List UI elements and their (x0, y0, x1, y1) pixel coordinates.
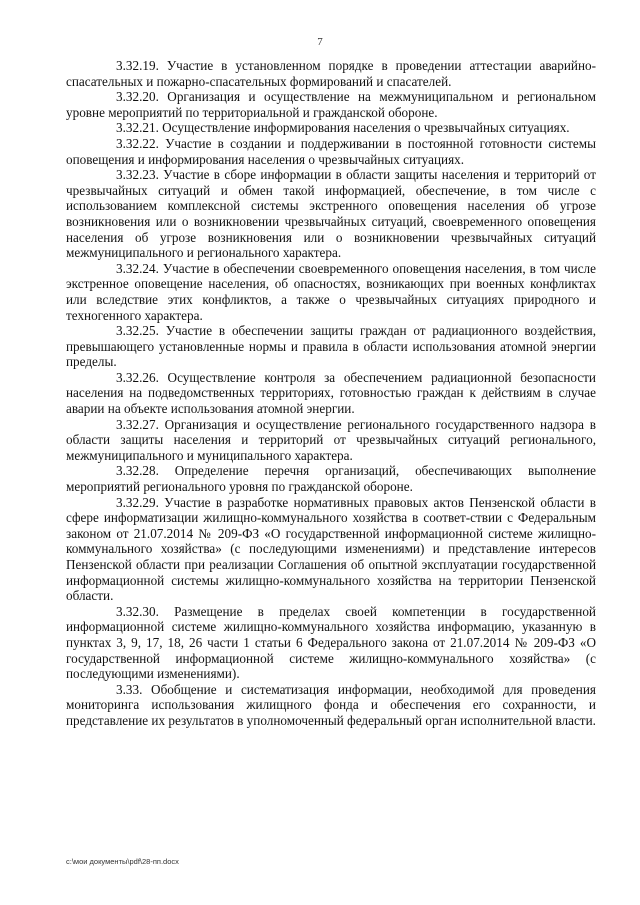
paragraph-3-32-26: 3.32.26. Осуществление контроля за обеспечением радиационной безопасности населения на подведомственных территориях, готовностью граждан к действиям в случае аварии на объекте использования атомной энергии. (66, 369, 596, 417)
paragraph-3-32-22: 3.32.22. Участие в создании и поддерживании в постоянной готовности системы оповещения и информирования населения о чрезвычайных ситуациях. (66, 135, 596, 167)
paragraph-3-32-21: 3.32.21. Осуществление информирования населения о чрезвычайных ситуациях. (116, 120, 570, 136)
paragraph-3-32-30: 3.32.30. Размещение в пределах своей компетенции в государственной информационной системе жилищно-коммунального хозяйства информацию, указанную в пунктах 3, 9, 17, 18, 26 части 1 статьи 6 Федерального закона от 21.07.2014 № 209-ФЗ «О государственной информационной системе жилищно-коммунального хозяйства» (с последующими изменениями). (66, 603, 596, 682)
paragraph-3-32-19: 3.32.19. Участие в установленном порядке в проведении аттестации аварийно-спасательных и пожарно-спасательных формирований и спасателей. (66, 58, 596, 89)
paragraph-3-32-27: 3.32.27. Организация и осуществление регионального государственного надзора в области защиты населения и территорий от чрезвычайных ситуаций регионального, межмуниципального и муниципального характера. (66, 416, 596, 463)
paragraph-3-32-24: 3.32.24. Участие в обеспечении своевременного оповещения населения, в том числе экстренное оповещение населения, об опасностях, возникающих при военных конфликтах или вследствие этих конфликтов, а также о чрезвычайных ситуациях природного и техногенного характера. (66, 260, 596, 323)
paragraph-3-33: 3.33. Обобщение и систематизация информации, необходимой для проведения мониторинга использования жилищного фонда и обеспечения его сохранности, и представление их результатов в уполномоченный федеральный орган исполнительной власти. (66, 681, 596, 728)
paragraph-3-32-20: 3.32.20. Организация и осуществление на межмуниципальном и региональном уровне мероприятий по территориальной и гражданской обороне. (66, 89, 596, 120)
page-number: 7 (317, 36, 323, 48)
paragraph-3-32-25: 3.32.25. Участие в обеспечении защиты граждан от радиационного воздействия, превышающего установленные нормы и правила в области использования атомной энергии пределы. (66, 323, 596, 370)
document-body (66, 58, 596, 729)
paragraph-3-32-23: 3.32.23. Участие в сборе информации в области защиты населения и территорий от чрезвычайных ситуаций и обмен такой информацией, обеспечение, в том числе с использованием комплексной системы экстренного оповещения населения об угрозе возникновения или о возникновении чрезвычайных ситуаций, своевременного оповещения населения об угрозе возникновения или о возникновении чрезвычайных ситуаций межмуниципального и регионального характера. (66, 167, 596, 261)
paragraph-3-32-28: 3.32.28. Определение перечня организаций, обеспечивающих выполнение мероприятий регионального уровня по гражданской обороне. (66, 463, 596, 495)
footer-file-path: c:\мои документы\pdf\28-пп.docx (66, 857, 179, 866)
paragraph-3-32-29: 3.32.29. Участие в разработке нормативных правовых актов Пензенской области в сфере информатизации жилищно-коммунального хозяйства в соответ-ствии с Федеральным законом от 21.07.2014 № 209-ФЗ «О государственной информационной системе жилищно-коммунального хозяйства» (с последующими изменениями) и представление интересов Пензенской области при реализации Соглашения об опытной эксплуатации государственной информационной системы жилищно-коммунального хозяйства на территории Пензенской области. (66, 494, 596, 604)
